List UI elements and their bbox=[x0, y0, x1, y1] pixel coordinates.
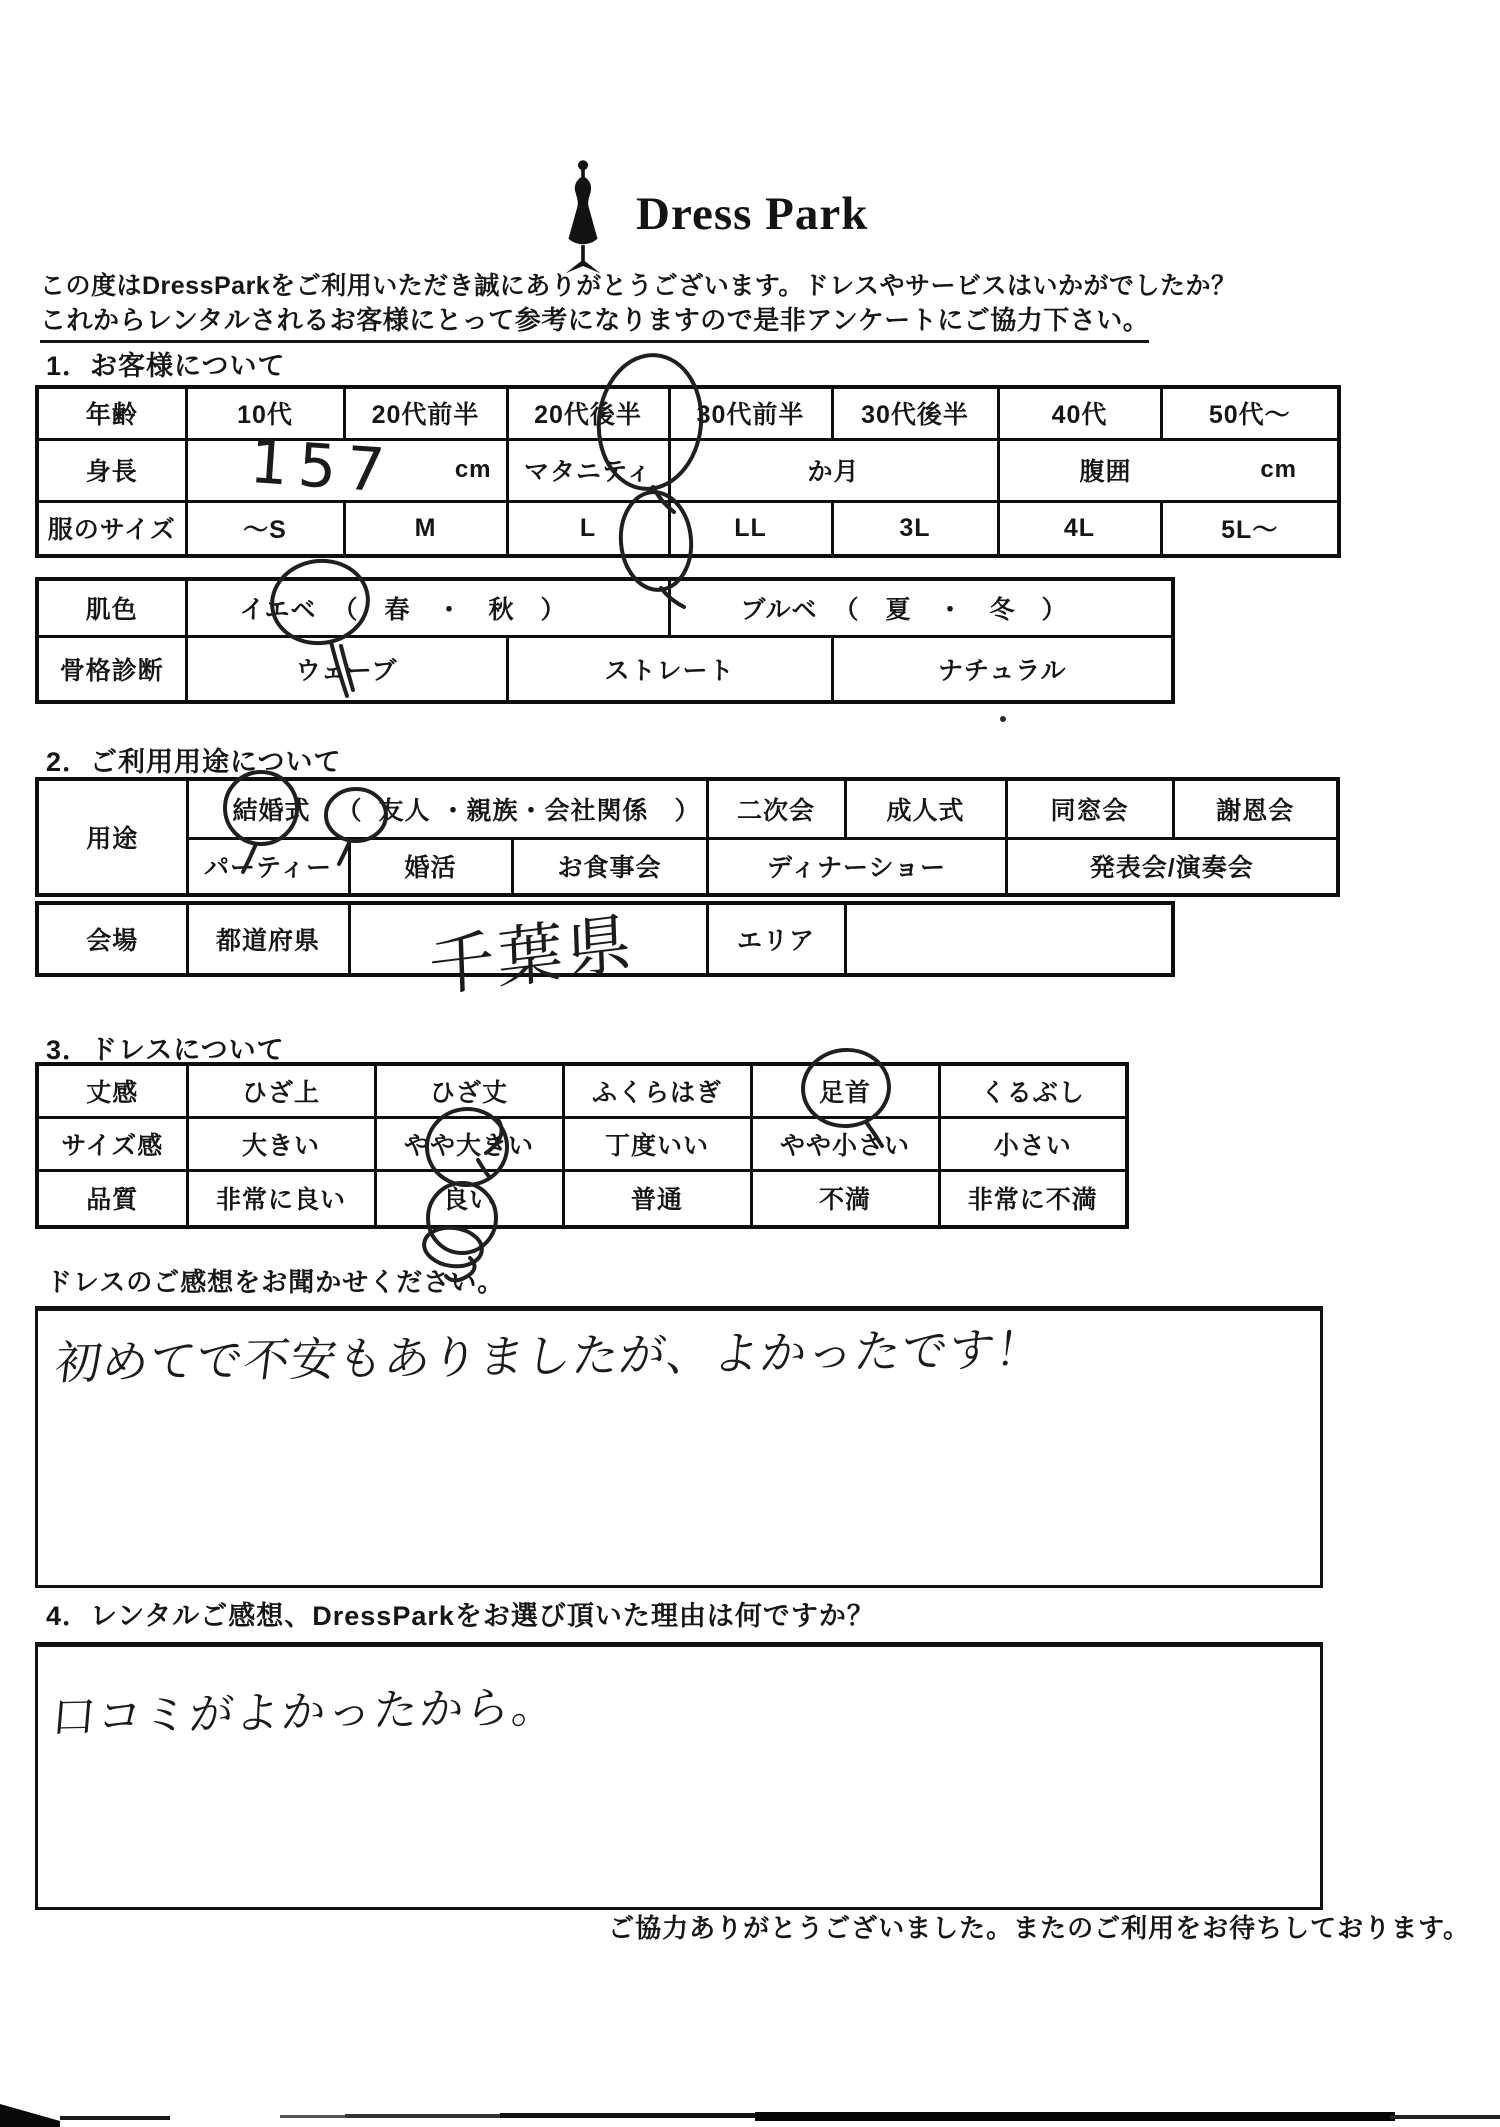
usage-reunion: 同窓会 bbox=[1006, 779, 1173, 838]
fit-slightly-small: やや小さい bbox=[751, 1117, 939, 1170]
waist-label: 腹囲 bbox=[1079, 458, 1132, 486]
age-opt-30s-late: 30代後半 bbox=[832, 387, 998, 439]
height-unit: cm bbox=[454, 456, 492, 483]
usage-row-1 bbox=[37, 779, 1338, 838]
skin-blue-cell bbox=[669, 579, 1173, 636]
scan-speck bbox=[1000, 716, 1006, 722]
usage-wedding-rest: ・親族・会社関係 ） bbox=[440, 796, 701, 825]
skin-yellow-seasons: （ 春 ・ 秋 ） bbox=[332, 595, 567, 624]
dress-form-icon bbox=[546, 158, 620, 276]
waist-cell bbox=[998, 439, 1339, 501]
size-opt-5l: 5L～ bbox=[1161, 501, 1339, 556]
quality-dissatisfied: 不満 bbox=[751, 1170, 939, 1227]
age-opt-20s-late: 20代後半 bbox=[507, 387, 669, 439]
age-opt-20s-early: 20代前半 bbox=[344, 387, 507, 439]
usage-recital: 発表会/演奏会 bbox=[1006, 838, 1338, 895]
age-label: 年齢 bbox=[37, 387, 186, 439]
usage-wedding-friend: 友人 bbox=[378, 796, 431, 825]
maternity-label: マタニティ bbox=[507, 439, 669, 501]
size-opt-4l: 4L bbox=[998, 501, 1161, 556]
size-opt-m: M bbox=[344, 501, 507, 556]
size-opt-l: L bbox=[507, 501, 669, 556]
size-opt-3l: 3L bbox=[832, 501, 998, 556]
age-row bbox=[37, 387, 1339, 439]
dress-comment-handwriting: 初めてで不安もありましたが、よかったです！ bbox=[52, 1322, 1046, 1390]
age-opt-10s: 10代 bbox=[186, 387, 344, 439]
skin-label: 肌色 bbox=[37, 579, 186, 636]
quality-very-dissatisfied: 非常に不満 bbox=[939, 1170, 1127, 1227]
customer-table-bottom bbox=[35, 577, 1175, 704]
area-label: エリア bbox=[707, 903, 845, 975]
skin-yellow-cell bbox=[186, 579, 669, 636]
logo bbox=[546, 158, 868, 276]
usage-wedding-cell bbox=[187, 779, 707, 838]
scan-artifact-bottom bbox=[0, 2104, 1500, 2127]
length-knee: ひざ丈 bbox=[375, 1064, 563, 1117]
quality-label: 品質 bbox=[37, 1170, 187, 1227]
quality-very-good: 非常に良い bbox=[187, 1170, 375, 1227]
fit-large: 大きい bbox=[187, 1117, 375, 1170]
size-label: 服のサイズ bbox=[37, 501, 186, 556]
quality-normal: 普通 bbox=[563, 1170, 751, 1227]
usage-party: パーティー bbox=[187, 838, 349, 895]
age-opt-50s: 50代～ bbox=[1161, 387, 1339, 439]
length-row bbox=[37, 1064, 1127, 1117]
size-opt-s: ～S bbox=[186, 501, 344, 556]
height-handwriting: 157 bbox=[247, 427, 397, 507]
fit-small: 小さい bbox=[939, 1117, 1127, 1170]
customer-table-top bbox=[35, 385, 1341, 558]
usage-konkatsu: 婚活 bbox=[349, 838, 512, 895]
fit-just-right: 丁度いい bbox=[563, 1117, 751, 1170]
section-1-heading: 1．お客様について bbox=[46, 351, 286, 381]
height-label: 身長 bbox=[37, 439, 186, 501]
usage-dinner-meeting: お食事会 bbox=[512, 838, 707, 895]
height-row bbox=[37, 439, 1339, 501]
venue-label: 会場 bbox=[37, 903, 187, 975]
skeleton-opt-straight: ストレート bbox=[507, 636, 832, 702]
dress-comment-prompt: ドレスのご感想をお聞かせください。 bbox=[46, 1267, 505, 1297]
skin-blue: ブルベ bbox=[740, 595, 818, 624]
length-above-knee: ひざ上 bbox=[187, 1064, 375, 1117]
dress-table bbox=[35, 1062, 1129, 1229]
area-value-cell bbox=[845, 903, 1173, 975]
usage-second-party: 二次会 bbox=[707, 779, 845, 838]
section-3-heading: 3．ドレスについて bbox=[46, 1035, 285, 1065]
waist-unit: cm bbox=[1260, 456, 1297, 483]
wedding-paren-icon: （ bbox=[336, 796, 363, 825]
usage-thanks-party: 謝恩会 bbox=[1173, 779, 1338, 838]
skeleton-opt-wave: ウェーブ bbox=[186, 636, 507, 702]
usage-row-2 bbox=[37, 838, 1338, 895]
quality-row bbox=[37, 1170, 1127, 1227]
purpose-label: 用途 bbox=[37, 779, 187, 895]
prefecture-label: 都道府県 bbox=[187, 903, 349, 975]
length-label: 丈感 bbox=[37, 1064, 187, 1117]
section-4-heading: 4．レンタルご感想、DressParkをお選び頂いた理由は何ですか？ bbox=[46, 1601, 875, 1631]
usage-wedding: 結婚式 bbox=[232, 796, 311, 825]
size-opt-ll: LL bbox=[669, 501, 832, 556]
skeleton-opt-natural: ナチュラル bbox=[832, 636, 1173, 702]
usage-dinner-show: ディナーショー bbox=[707, 838, 1006, 895]
fit-label: サイズ感 bbox=[37, 1117, 187, 1170]
skin-row bbox=[37, 579, 1173, 636]
intro-line-1: この度はDressParkをご利用いただき誠にありがとうございます。ドレスやサービスはいかがでしたか？ bbox=[40, 272, 1237, 300]
prefecture-handwriting: 千葉県 bbox=[427, 904, 636, 1007]
usage-coming-of-age: 成人式 bbox=[845, 779, 1006, 838]
intro-line-2: これからレンタルされるお客様にとって参考になりますので是非アンケートにご協力下さい。 bbox=[40, 300, 1149, 343]
length-anklebone: くるぶし bbox=[939, 1064, 1127, 1117]
size-row bbox=[37, 501, 1339, 556]
age-opt-40s: 40代 bbox=[998, 387, 1161, 439]
length-calf: ふくらはぎ bbox=[563, 1064, 751, 1117]
usage-table-top bbox=[35, 777, 1340, 897]
skeleton-label: 骨格診断 bbox=[37, 636, 186, 702]
section-2-heading: 2．ご利用用途について bbox=[46, 747, 342, 777]
quality-good: 良い bbox=[375, 1170, 563, 1227]
closing-text: ご協力ありがとうございました。またのご利用をお待ちしております。 bbox=[608, 1913, 1470, 1943]
skin-blue-seasons: （ 夏 ・ 冬 ） bbox=[833, 595, 1068, 624]
logo-text: Dress Park bbox=[636, 188, 869, 240]
reason-comment-handwriting: 口コミがよかったから。 bbox=[49, 1681, 560, 1744]
maternity-months-cell: か月 bbox=[669, 439, 998, 501]
skeleton-row bbox=[37, 636, 1173, 702]
skin-yellow: イエベ bbox=[239, 595, 317, 624]
length-ankle: 足首 bbox=[751, 1064, 939, 1117]
age-opt-30s-early: 30代前半 bbox=[669, 387, 832, 439]
fit-slightly-large: やや大きい bbox=[375, 1117, 563, 1170]
fit-row bbox=[37, 1117, 1127, 1170]
